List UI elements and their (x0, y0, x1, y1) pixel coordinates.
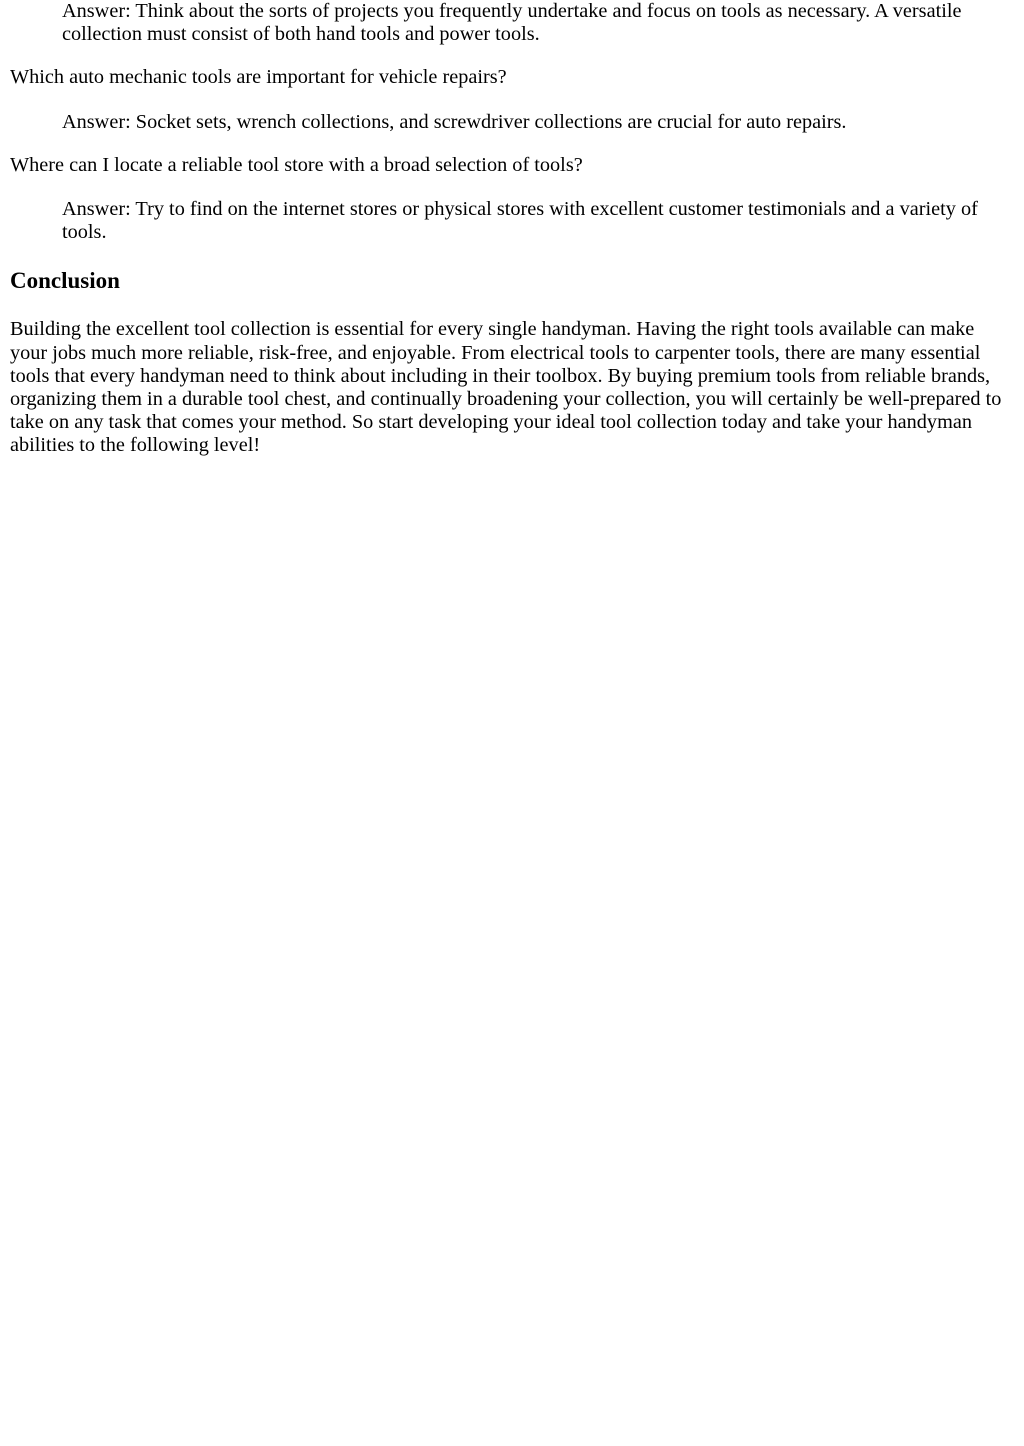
faq-answer: Answer: Try to find on the internet stores or physical stores with excellent customer testimonials and a variety of tools. (62, 198, 978, 244)
article-content (0, 0, 1024, 458)
faq-question: Which auto mechanic tools are important for vehicle repairs? (10, 66, 507, 89)
faq-answer: Answer: Think about the sorts of projects you frequently undertake and focus on tools as necessary. A versatile collection must consist of both hand tools and power tools. (62, 0, 962, 46)
faq-question: Where can I locate a reliable tool store with a broad selection of tools? (10, 153, 583, 176)
conclusion-paragraph: Building the excellent tool collection is essential for every single handyman. Having the right tools available can make your jobs much more reliable, risk-free, and enjoyable. From electrical tools to carpenter tools, there are many essential tools that every handyman need to think about including in their toolbox. By buying premium tools from reliable brands, organizing them in a durable tool chest, and continually broadening your collection, you will certainly be well-prepared to take on any task that comes your method. So start developing your ideal tool collection today and take your handyman abilities to the following level! (10, 318, 1002, 457)
faq-answer: Answer: Socket sets, wrench collections, and screwdriver collections are crucial for auto repairs. (62, 110, 847, 133)
conclusion-heading: Conclusion (10, 268, 120, 294)
